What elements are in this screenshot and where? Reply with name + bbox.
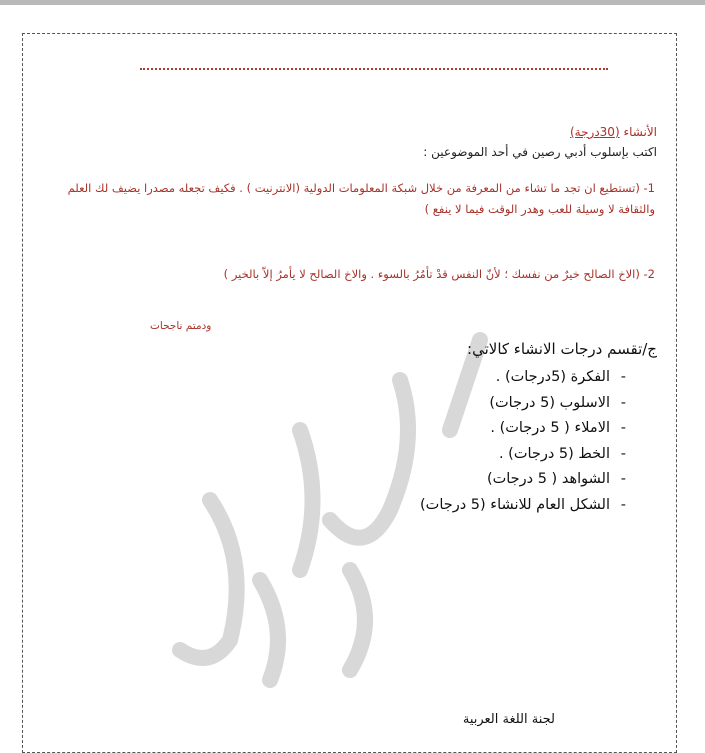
list-item (420, 416, 626, 442)
grading-item-label: الخط (5 درجات) . (498, 445, 610, 462)
grading-item-label: الشكل العام للانشاء (5 درجات) (420, 496, 610, 513)
topic-1: 1- (تستطيع ان تجد ما تشاء من المعرفة من خلال شبكة المعلومات الدولية (الانترنيت ) . فكيف تجعله مصدرا يضيف لك العلم والثقافة لا وسيلة للعب وهدر الوقت فيما لا ينفع ) (67, 181, 655, 216)
list-item (420, 493, 626, 519)
grading-item-label: الاملاء ( 5 درجات) . (490, 420, 610, 436)
topic-2: 2- (الاخ الصالح خيرٌ من نفسك ؛ لأنّ النفس قدْ تأمُرُ بالسوء . والاخ الصالح لا يأمرُ إلاّ بالخير ) (223, 267, 655, 281)
grading-item-label: الفكرة (5درجات) . (495, 369, 610, 385)
title-prefix: الأنشاء (623, 125, 657, 139)
grading-item-label: الاسلوب (5 درجات) (489, 394, 610, 411)
list-item (420, 391, 626, 417)
grading-item-label: الشواهد ( 5 درجات) (486, 471, 610, 487)
bullet-dash: - (620, 496, 626, 513)
list-item (420, 365, 626, 391)
footer-committee: لجنة اللغة العربية (462, 712, 555, 727)
grading-list (420, 365, 626, 518)
bullet-dash: - (620, 420, 626, 436)
bullet-dash: - (620, 445, 626, 462)
title-marks: (30درجة) (570, 125, 620, 139)
bullet-dash: - (620, 369, 626, 385)
bullet-dash: - (620, 394, 626, 411)
dotted-separator (140, 68, 608, 70)
list-item (420, 442, 626, 468)
grading-title: ج/تقسم درجات الانشاء كالاتي: (467, 340, 657, 358)
list-item (420, 467, 626, 493)
instruction: اكتب بإسلوب أدبي رصين في أحد الموضوعين : (423, 145, 657, 159)
closing-wish: ودمتم ناجحات (150, 320, 212, 332)
top-bar (0, 0, 705, 5)
page-title (570, 125, 657, 139)
bullet-dash: - (620, 471, 626, 487)
